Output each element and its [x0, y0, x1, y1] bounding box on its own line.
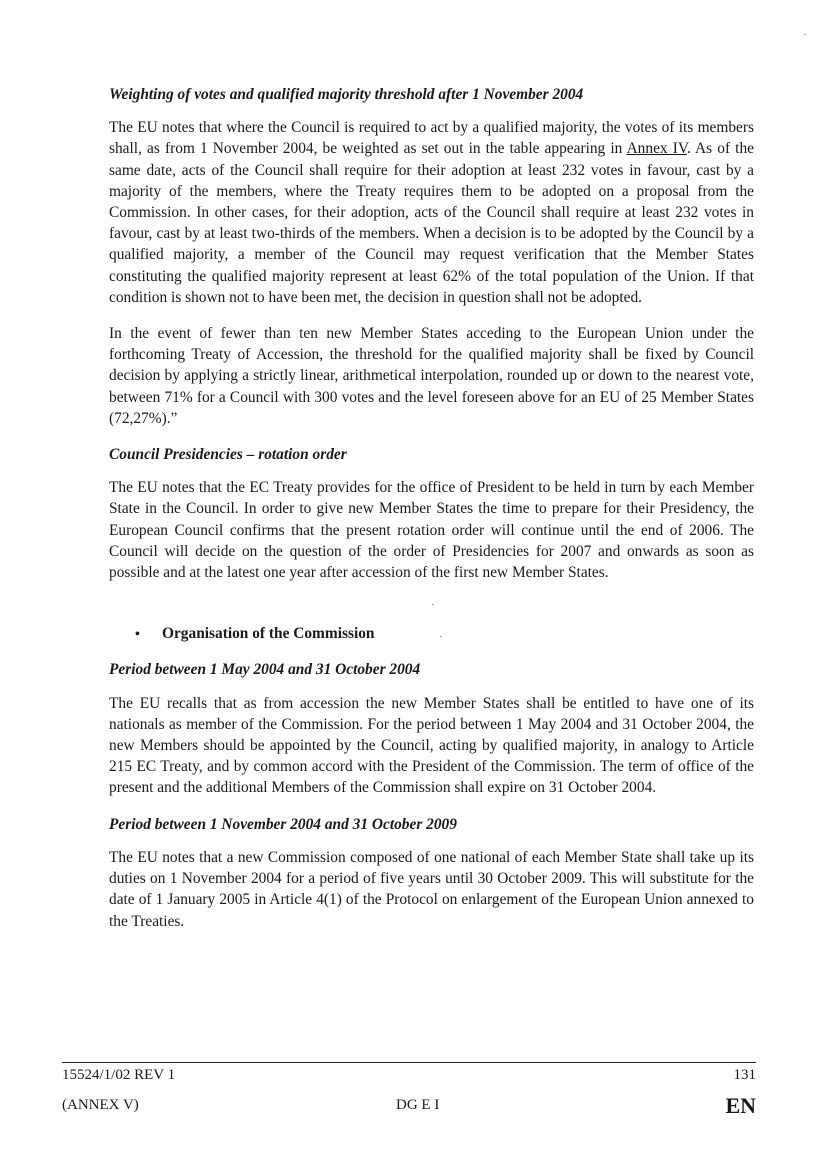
language-code: EN: [725, 1093, 756, 1118]
paragraph-text: . As of the same date, acts of the Council shall require for their adoption at least 232 votes in favour, cast by a majority of the members, where the Treaty requires them to be adopted on a proposal from the Commission. In other cases, for their adoption, acts of the Council shall require at least 232 votes in favour, cast by at least two-thirds of the members. When a decision is to be adopted by the Council by a qualified majority, a member of the Council may request verification that the Member States constituting the qualified majority represent at least 62% of the total population of the Union. If that condition is shown not to have been met, the decision in question shall not be adopted.: [109, 140, 754, 306]
paragraph-period-2009: The EU notes that a new Commission composed of one national of each Member State shall take up its duties on 1 November 2004 for a period of five years until 30 October 2009. This will substitute for the date of 1 January 2005 in Article 4(1) of the Protocol on enlargement of the European Union annexed to the Treaties.: [109, 848, 754, 930]
annex-label: (ANNEX V): [62, 1097, 139, 1113]
scan-speck: [440, 636, 442, 637]
paragraph-weighting-2: In the event of fewer than ten new Member States acceding to the European Union under the forthcoming Treaty of Accession, the threshold for the qualified majority shall be fixed by Council decision by applying a strictly linear, arithmetical interpolation, rounded up or down to the nearest vote, between 71% for a Council with 300 votes and the level foreseen above for an EU of 25 Member States (72,27%).”: [109, 325, 754, 427]
paragraph-period-2004: The EU recalls that as from accession the new Member States shall be entitled to have one of its nationals as member of the Commission. For the period between 1 May 2004 and 31 October 2004, the new Members should be appointed by the Council, acting by qualified majority, in analogy to Article 215 EC Treaty, and by common accord with the President of the Commission. The term of office of the present and the additional Members of the Commission shall expire on 31 October 2004.: [109, 694, 754, 797]
scan-speck: [804, 34, 806, 35]
scan-speck: [432, 604, 434, 605]
paragraph-weighting-1: [109, 117, 754, 308]
section-heading-presidencies: Council Presidencies – rotation order: [109, 446, 347, 464]
section-heading-period-2009: Period between 1 November 2004 and 31 October 2009: [109, 815, 457, 833]
bullet-icon: •: [135, 627, 140, 643]
annex-iv-link[interactable]: Annex IV: [626, 140, 687, 158]
section-heading-period-2004: Period between 1 May 2004 and 31 October 2004: [109, 661, 421, 679]
page-footer: [62, 1062, 756, 1123]
directorate-label: DG E I: [396, 1097, 440, 1113]
document-reference: 15524/1/02 REV 1: [62, 1067, 176, 1083]
paragraph-presidencies: The EU notes that the EC Treaty provides for the office of President to be held in turn by each Member State in the Council. In order to give new Member States the time to prepare for their Presidency, the European Council confirms that the present rotation order will continue until the end of 2006. The Council will decide on the question of the order of Presidencies for 2007 and onwards as soon as possible and at the latest one year after accession of the first new Member States.: [109, 479, 754, 582]
section-heading-weighting: Weighting of votes and qualified majority threshold after 1 November 2004: [109, 86, 584, 103]
paragraph-text: The EU notes that where the Council is required to act by a qualified majority, the votes of its members shall, as from 1 November 2004, be weighted as set out in the table appearing in: [109, 119, 754, 158]
bullet-item-organisation: [135, 623, 754, 645]
page-number: 131: [733, 1067, 756, 1083]
page-body: [109, 84, 754, 947]
bullet-title: Organisation of the Commission: [162, 625, 375, 643]
